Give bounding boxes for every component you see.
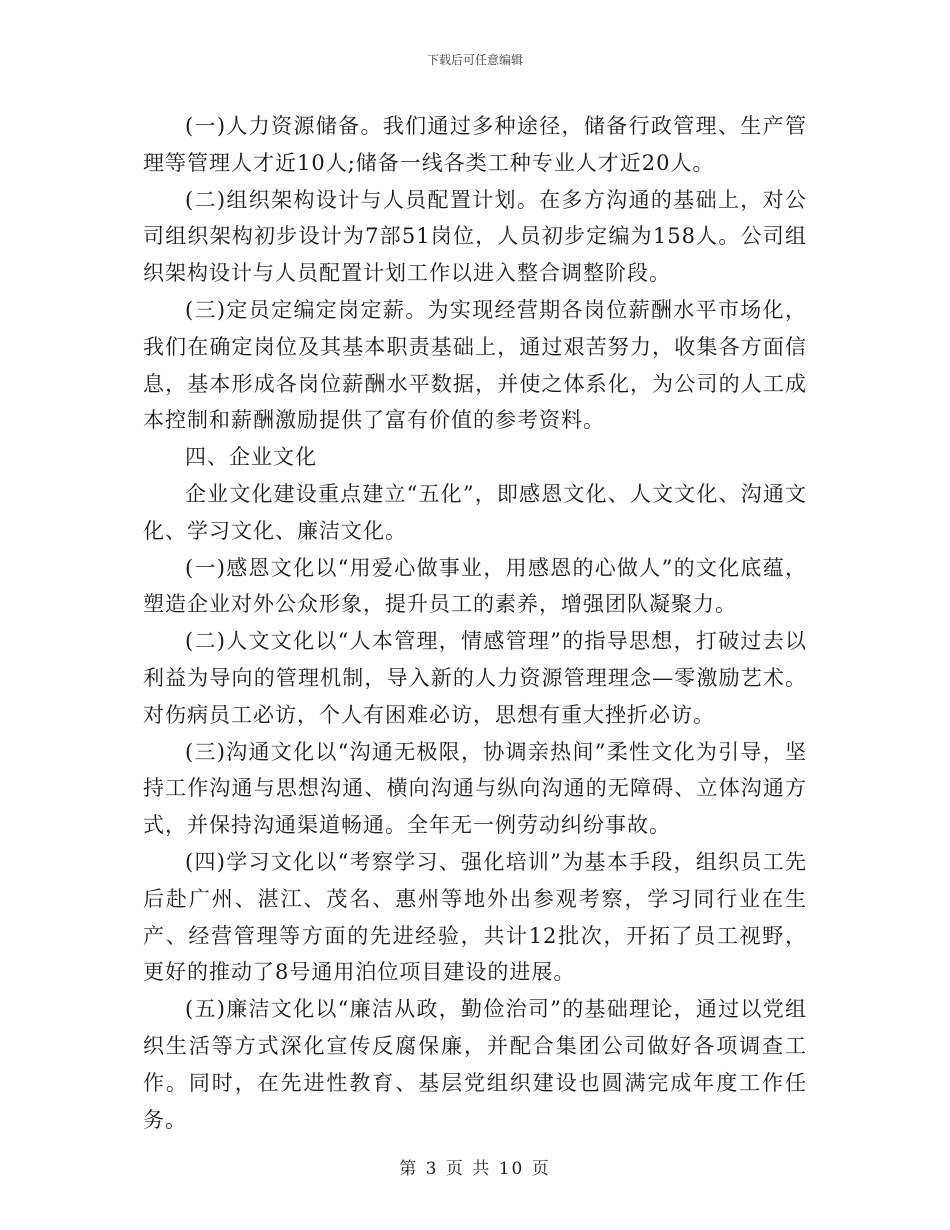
paragraph-learning-culture: (四)学习文化以“考察学习、强化培训”为基本手段，组织员工先后赴广州、湛江、茂名、惠州等地外出参观考察，学习同行业在生产、经营管理等方面的先进经验，共计12批次，开拓了员工视野，更好的推动了8号通用泊位项目建设的进展。 [143, 849, 807, 985]
document-body [143, 108, 807, 1138]
paragraph-communication-culture: (三)沟通文化以“沟通无极限，协调亲热间”柔性文化为引导，坚持工作沟通与思想沟通、横向沟通与纵向沟通的无障碍、立体沟通方式，并保持沟通渠道畅通。全年无一例劳动纠纷事故。 [143, 739, 807, 838]
paragraph-salary: (三)定员定编定岗定薪。为实现经营期各岗位薪酬水平市场化，我们在确定岗位及其基本职责基础上，通过艰苦努力，收集各方面信息，基本形成各岗位薪酬水平数据，并使之体系化，为公司的人工成本控制和薪酬激励提供了富有价值的参考资料。 [143, 297, 807, 433]
paragraph-humanistic-culture: (二)人文文化以“人本管理，情感管理”的指导思想，打破过去以利益为导向的管理机制，导入新的人力资源管理理念—零激励艺术。对伤病员工必访，个人有困难必访，思想有重大挫折必访。 [143, 629, 807, 727]
section-heading-culture: 四、企业文化 [185, 445, 317, 470]
paragraph-gratitude-culture: (一)感恩文化以“用爱心做事业，用感恩的心做人”的文化底蕴，塑造企业对外公众形象，提升员工的素养，增强团队凝聚力。 [143, 555, 807, 617]
page-header: 下载后可任意编辑 [426, 53, 523, 67]
page-footer: 第 3 页 共 10 页 [399, 1159, 551, 1179]
paragraph-integrity-culture: (五)廉洁文化以“廉洁从政，勤俭治司”的基础理论，通过以党组织生活等方式深化宣传反腐保廉，并配合集团公司做好各项调查工作。同时，在先进性教育、基层党组织建设也圆满完成年度工作任务。 [143, 997, 807, 1132]
paragraph-culture-intro: 企业文化建设重点建立“五化”，即感恩文化、人文文化、沟通文化、学习文化、廉洁文化。 [143, 481, 807, 543]
paragraph-org-structure: (二)组织架构设计与人员配置计划。在多方沟通的基础上，对公司组织架构初步设计为7部51岗位，人员初步定编为158人。公司组织架构设计与人员配置计划工作以进入整合调整阶段。 [143, 187, 807, 286]
paragraph-hr-reserve: (一)人力资源储备。我们通过多种途径，储备行政管理、生产管理等管理人才近10人;储备一线各类工种专业人才近20人。 [143, 114, 807, 175]
